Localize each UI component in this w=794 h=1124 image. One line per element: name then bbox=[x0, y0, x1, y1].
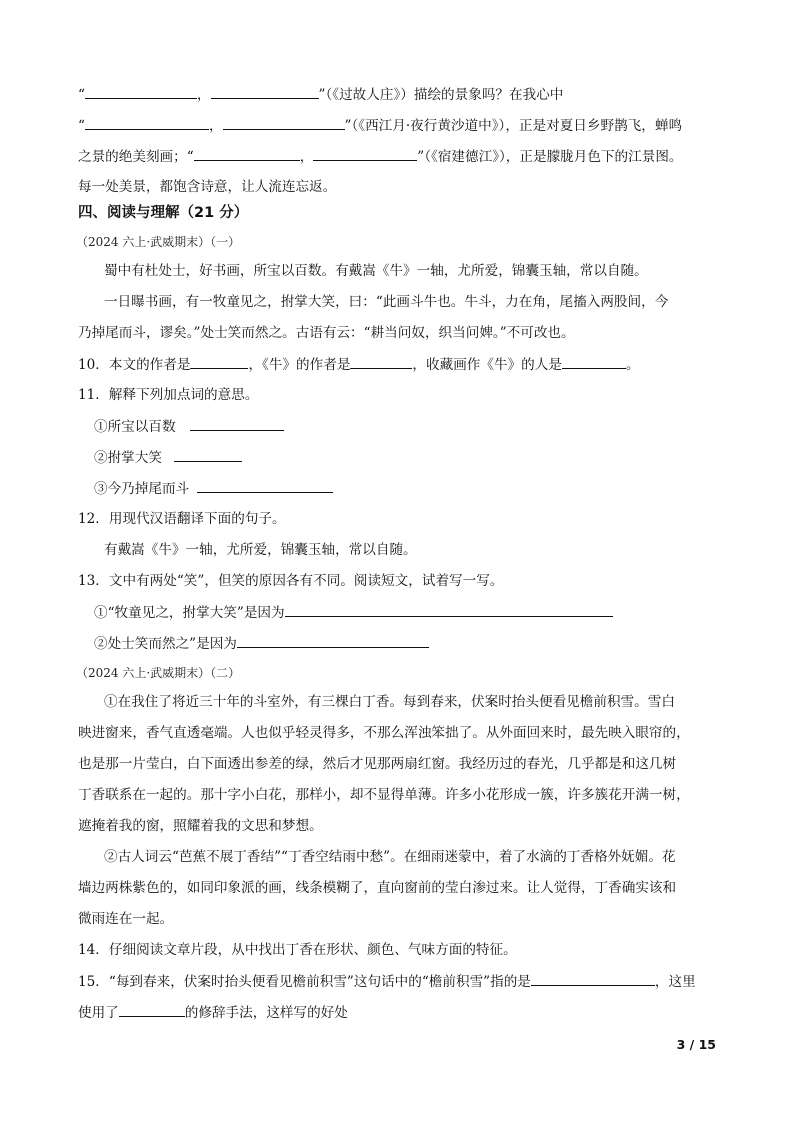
question-12-sentence: 有戴嵩《牛》一轴，尤所爱，锦囊玉轴，常以自随。 bbox=[104, 542, 417, 558]
passage-paragraph: 映进窗来，香气直透毫端。人也似乎轻灵得多，不那么浑浊笨拙了。从外面回来时，最先映入眼帘的， bbox=[78, 725, 690, 741]
answer-blank[interactable] bbox=[285, 602, 613, 617]
answer-blank[interactable] bbox=[190, 416, 284, 431]
answer-blank[interactable] bbox=[85, 84, 197, 99]
section-heading: 四、阅读与理解（21 分） bbox=[78, 205, 249, 221]
question-10 bbox=[78, 354, 718, 375]
question-text: ②处士笑而然之”是因为 bbox=[94, 636, 237, 652]
passage-paragraph: ①在我住了将近三十年的斗室外，有三棵白丁香。每到春来，伏案时抬头便看见檐前积雪。雪白 bbox=[104, 694, 675, 710]
answer-blank[interactable] bbox=[197, 478, 333, 493]
passage-paragraph: 微雨连在一起。 bbox=[78, 911, 174, 927]
question-12: 12．用现代汉语翻译下面的句子。 bbox=[78, 511, 286, 527]
poem-fill-text: ”（《过故人庄》）描绘的景象吗？在我心中 bbox=[318, 87, 564, 103]
question-15 bbox=[78, 971, 718, 992]
answer-blank[interactable] bbox=[237, 633, 429, 648]
passage-paragraph: 墙边两株紫色的，如同印象派的画，线条模糊了，直向窗前的莹白渗过来。让人觉得，丁香确实该和 bbox=[78, 880, 677, 896]
answer-blank[interactable] bbox=[211, 84, 319, 99]
open-quote: “ bbox=[78, 118, 85, 134]
poem-fill-line-2 bbox=[78, 115, 718, 136]
passage-source: （2024 六上·武威期末）（一） bbox=[76, 235, 241, 249]
question-text: 10．本文的作者是 bbox=[78, 357, 191, 373]
comma: ， bbox=[208, 118, 223, 134]
question-15-cont bbox=[78, 1002, 718, 1023]
question-text: ，这里 bbox=[654, 974, 696, 990]
passage-paragraph: 丁香联系在一起的。那十字小白花，那样小，却不显得单薄。许多小花形成一簇，许多簇花开满一树， bbox=[78, 787, 690, 803]
passage-paragraph: 一日曝书画，有一牧童见之，拊掌大笑，曰：“此画斗牛也。牛斗，力在角，尾搐入两股间，今 bbox=[104, 294, 669, 310]
question-13: 13．文中有两处“笑”，但笑的原因各有不同。阅读短文，试着写一写。 bbox=[78, 573, 504, 589]
answer-blank[interactable] bbox=[350, 354, 412, 369]
passage-paragraph: 乃掉尾而斗，谬矣。”处士笑而然之。古语有云：“耕当问奴，织当问婢。”不可改也。 bbox=[78, 325, 575, 341]
question-14: 14．仔细阅读文章片段，从中找出丁香在形状、颜色、气味方面的特征。 bbox=[78, 942, 517, 958]
answer-blank[interactable] bbox=[190, 354, 248, 369]
question-text: 。 bbox=[625, 357, 640, 373]
question-11-item bbox=[94, 447, 734, 468]
passage-source: （2024 六上·武威期末）（二） bbox=[76, 666, 241, 680]
answer-blank[interactable] bbox=[531, 971, 655, 986]
page-number: 3 / 15 bbox=[676, 1037, 716, 1052]
comma: ， bbox=[299, 149, 314, 165]
answer-blank[interactable] bbox=[194, 146, 300, 161]
passage-paragraph: ②古人词云“芭蕉不展丁香结”“丁香空结雨中愁”。在细雨迷蒙中，着了水滴的丁香格外妩媚。花 bbox=[104, 849, 676, 865]
open-quote: “ bbox=[78, 87, 85, 103]
question-11-item bbox=[94, 478, 734, 499]
question-text: ①“牧童见之，拊掌大笑”是因为 bbox=[94, 605, 285, 621]
question-text: 15．“每到春来，伏案时抬头便看见檐前积雪”这句话中的“檐前积雪”指的是 bbox=[78, 974, 531, 990]
question-text: ，收藏画作《牛》的人是 bbox=[412, 357, 562, 373]
question-11: 11．解释下列加点词的意思。 bbox=[78, 387, 259, 403]
answer-blank[interactable] bbox=[313, 146, 417, 161]
question-text: ③今乃掉尾而斗 bbox=[94, 481, 190, 497]
answer-blank[interactable] bbox=[119, 1002, 185, 1017]
poem-fill-text: 之景的绝美刻画；“ bbox=[78, 149, 194, 165]
question-text: 使用了 bbox=[78, 1005, 119, 1021]
poem-fill-line-1 bbox=[78, 84, 718, 105]
poem-fill-line-3 bbox=[78, 146, 718, 167]
question-text: ①所宝以百数 bbox=[94, 419, 176, 435]
passage-paragraph: 蜀中有杜处士，好书画，所宝以百数。有戴嵩《牛》一轴，尤所爱，锦囊玉轴，常以自随。 bbox=[104, 263, 648, 279]
comma: ， bbox=[196, 87, 211, 103]
passage-paragraph: 遮掩着我的窗，照耀着我的文思和梦想。 bbox=[78, 818, 323, 834]
answer-blank[interactable] bbox=[562, 354, 626, 369]
poem-fill-line-4: 每一处美景，都饱含诗意，让人流连忘返。 bbox=[78, 179, 337, 195]
question-text: ②拊掌大笑 bbox=[94, 450, 162, 466]
question-text: ，《牛》的作者是 bbox=[248, 357, 351, 373]
poem-fill-text: ”（《宿建德江》），正是朦胧月色下的江景图。 bbox=[417, 149, 683, 165]
answer-blank[interactable] bbox=[85, 115, 209, 130]
question-text: 的修辞手法，这样写的好处 bbox=[184, 1005, 348, 1021]
question-13-item bbox=[94, 633, 734, 654]
poem-fill-text: ”（《西江月·夜行黄沙道中》），正是对夏日乡野鹊飞，蝉鸣 bbox=[344, 118, 683, 134]
passage-paragraph: 也是那一片莹白，白下面透出参差的绿，然后才见那两扇红窗。我经历过的春光，几乎都是和这几树 bbox=[78, 756, 677, 772]
question-11-item bbox=[94, 416, 734, 437]
question-13-item bbox=[94, 602, 734, 623]
answer-blank[interactable] bbox=[174, 447, 242, 462]
answer-blank[interactable] bbox=[223, 115, 345, 130]
